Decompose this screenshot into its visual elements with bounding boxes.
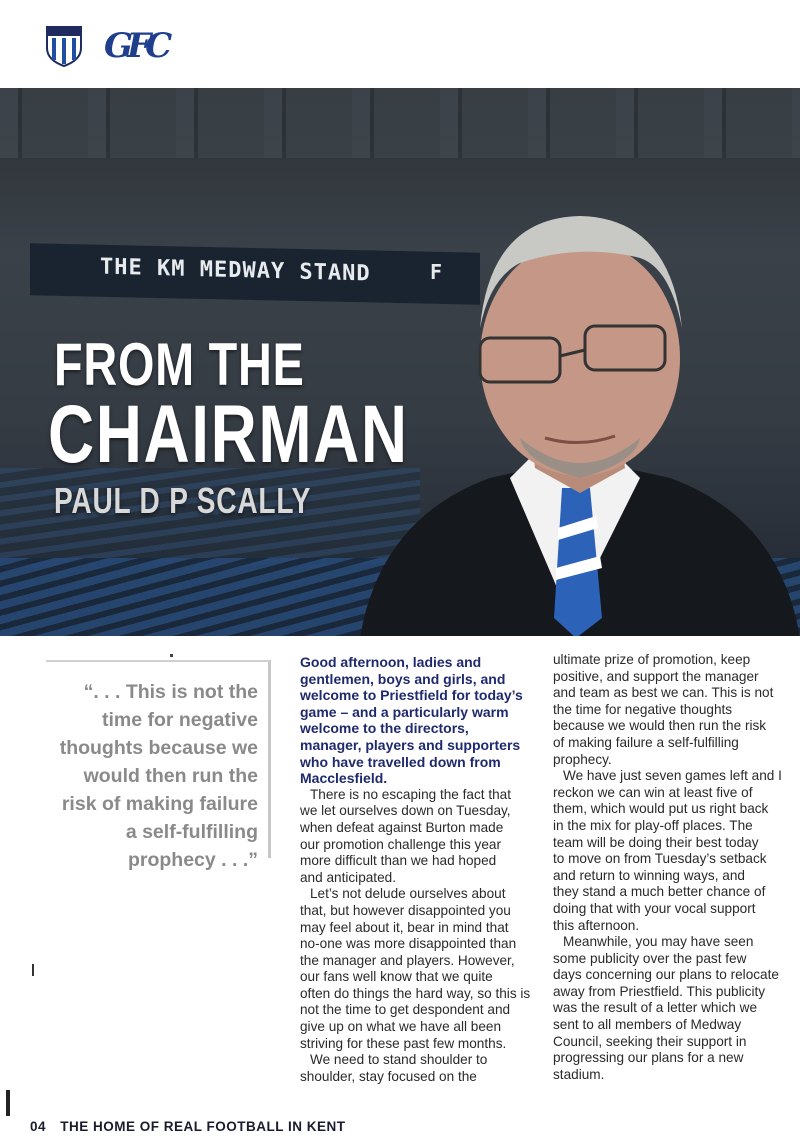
body-line: to move on from Tuesday’s setback: [553, 851, 767, 867]
lead-line: Macclesfield.: [300, 770, 388, 787]
body-line: ultimate prize of promotion, keep: [553, 652, 751, 667]
pull-quote-line: thoughts because we: [59, 737, 258, 759]
body-line: doing that with your vocal support: [553, 900, 756, 916]
body-line: more difficult than we had hoped: [300, 853, 497, 869]
pull-quote-line: prophecy . . .”: [127, 849, 258, 871]
body-line: this afternoon.: [553, 917, 640, 933]
body-line: prophecy.: [553, 751, 612, 767]
body-line: we let ourselves down on Tuesday,: [300, 803, 511, 819]
footer-tagline: THE HOME OF REAL FOOTBALL IN KENT: [60, 1119, 346, 1134]
body-line: not the time to get despondent and: [300, 1002, 511, 1018]
body-line: shoulder, stay focused on the: [300, 1068, 477, 1084]
body-line: no-one was more disappointed than: [300, 936, 517, 952]
headline-line-1: FROM THE: [54, 331, 305, 398]
body-line: of making failure a self-fulfilling: [553, 734, 739, 750]
lead-line: gentlemen, boys and girls, and: [300, 670, 506, 687]
body-line: that, but however disappointed you: [300, 902, 511, 918]
body-line: team will be doing their best today: [553, 834, 759, 850]
body-line: Council, seeking their support in: [553, 1033, 747, 1049]
lead-line: who have travelled down from: [300, 753, 501, 770]
body-line: our fans well know that we quite: [300, 969, 493, 985]
lead-line: welcome to Priestfield for today’s: [300, 687, 523, 704]
body-line: our promotion challenge this year: [300, 836, 501, 852]
body-line: and team as best we can. This is not: [553, 685, 774, 701]
body-line: the time for negative thoughts: [553, 701, 733, 717]
body-line: We need to stand shoulder to: [310, 1052, 488, 1068]
body-line: We have just seven games left and I: [563, 768, 782, 784]
body-line: away from Priestfield. This publicity: [553, 983, 766, 999]
headline-line-2: CHAIRMAN: [48, 389, 409, 480]
body-line: because we would then run the risk: [553, 718, 767, 734]
stand-sign-letter: F: [430, 260, 443, 284]
body-line: striving for these past few months.: [300, 1035, 507, 1051]
body-line: they stand a much better chance of: [553, 884, 766, 900]
body-line: in the mix for play-off places. The: [553, 817, 753, 833]
body-line: reckon we can win at least five of: [553, 784, 753, 800]
chairman-name: PAUL D P SCALLY: [54, 480, 312, 521]
body-line: days concerning our plans to relocate: [553, 967, 779, 983]
lead-line: manager, players and supporters: [300, 736, 521, 753]
print-mark: [170, 654, 173, 657]
article-column-3: [553, 652, 793, 1083]
lead-line: Good afternoon, ladies and: [300, 654, 482, 670]
body-line: often do things the hard way, so this is: [300, 985, 531, 1001]
body-line: the manager and players. However,: [300, 952, 515, 968]
body-line: sent to all members of Medway: [553, 1017, 742, 1033]
pull-quote-line: time for negative: [101, 709, 258, 731]
body-line: and return to winning ways, and: [553, 867, 745, 883]
body-line: progressing our plans for a new: [553, 1050, 744, 1066]
page-footer: [30, 1119, 346, 1134]
lead-line: game – and a particularly warm: [300, 703, 509, 720]
body-line: positive, and support the manager: [553, 668, 759, 684]
body-line: Let’s not delude ourselves about: [310, 886, 506, 902]
body-line: was the result of a letter which we: [553, 1000, 757, 1016]
body-line: and anticipated.: [300, 869, 396, 885]
gfc-logo: GFC: [104, 26, 167, 66]
body-line: stadium.: [553, 1066, 605, 1082]
body-line: may feel about it, bear in mind that: [300, 919, 509, 935]
stand-sign-text: THE KM MEDWAY STAND: [100, 254, 371, 287]
lead-line: welcome to the directors,: [300, 720, 469, 737]
chairman-portrait: [340, 148, 800, 636]
pull-quote-line: a self-fulfilling: [125, 821, 258, 843]
body-line: There is no escaping the fact that: [310, 786, 512, 802]
club-crest-icon: [44, 24, 84, 68]
article-column-2: [300, 654, 548, 1085]
body-line: some publicity over the past few: [553, 950, 747, 966]
body-line: when defeat against Burton made: [300, 819, 504, 835]
pull-quote: [48, 678, 258, 874]
print-mark: [32, 964, 34, 976]
print-mark: [6, 1090, 10, 1116]
pull-quote-line: “. . . This is not the: [83, 681, 258, 703]
pull-quote-line: would then run the: [83, 765, 258, 787]
body-line: them, which would put us right back: [553, 801, 769, 817]
pull-quote-line: risk of making failure: [61, 793, 258, 815]
body-line: give up on what we have all been: [300, 1019, 502, 1035]
hero-photo: [0, 88, 800, 636]
page-number: 04: [30, 1119, 47, 1134]
pull-quote-box: [46, 660, 271, 871]
body-line: Meanwhile, you may have seen: [563, 934, 754, 950]
